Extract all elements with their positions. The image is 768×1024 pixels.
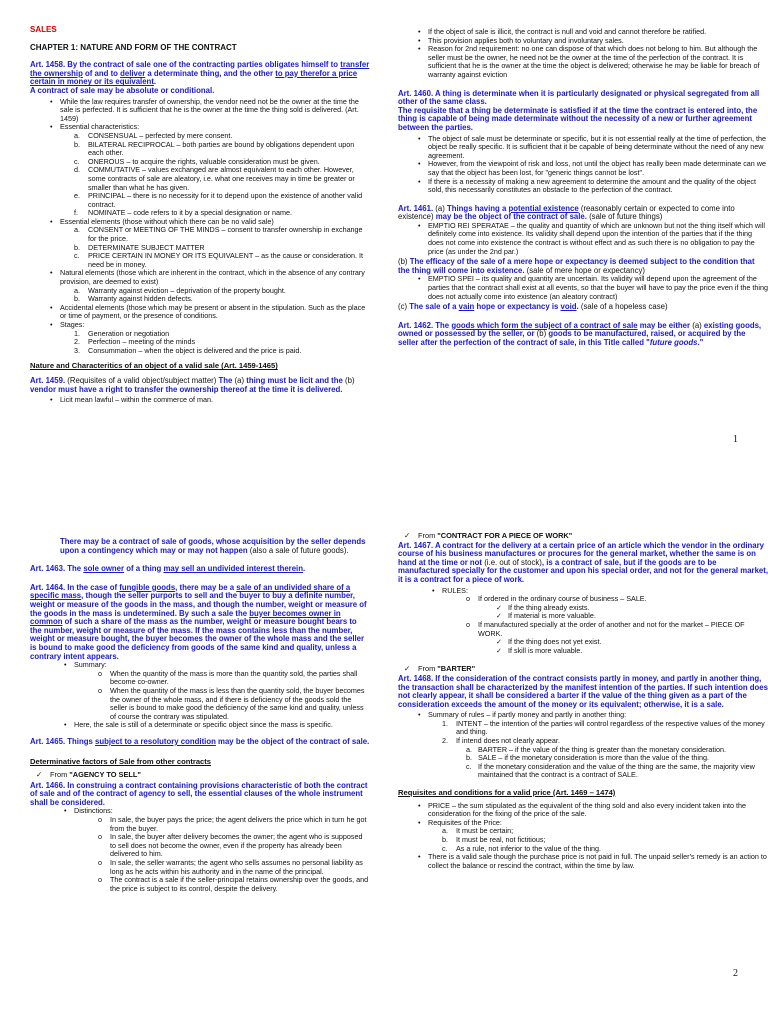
list-item: a. Warranty against eviction – deprivation of the property bought. [74,285,286,295]
page-number: 1 [733,434,738,445]
art-1460: Art. 1460. A thing is determinate when it is particularly designated or physical segregated from all other of the same class. The requisite that a thing be determinate is satisfied if at the time the contract is entered into, the thing is capable of being made determinate without the necessity of a new or further agreement between the parties. [398,88,760,132]
list-item: 1. Generation or negotiation [74,328,170,338]
bullet-emptio-rei: • EMPTIO REI SPERATAE – the quality and quantity of which are unknown but not the thing itself which will definitely come into existence. Its validity shall depend upon the intention of the parties that if the thing does not come into existence the contract is without effect and as such there is no obligation to pay the price (as under the 2nd par.) [398,222,768,256]
bullet-new-agreement: • If there is a necessity of making a new agreement to determine the amount and the quality of the object sold, this necessarily constitutes an obstacle to the perfection of the contract. [398,178,768,195]
bullet-essential-elements: • Essential elements (those without which there can be no valid sale) [30,218,370,227]
art-1468: Art. 1468. If the consideration of the contract consists partly in money, and partly in another thing, the transaction shall be characterized by the manifest intention of the parties. If such intention does not clearly appear, it shall be considered a barter if the value of the thing given as a part of the consideration exceeds the amount of the money or its equivalent; otherwise, it is a sale. [398,673,768,709]
list-item: e. PRINCIPAL – there is no necessity for it to depend upon the existence of another valid contract. [74,191,363,209]
list-item: b. BILATERAL RECIPROCAL – both parties are bound by obligations dependent upon each other. [74,139,355,158]
section-heading-determinative: Determinative factors of Sale from other contracts [30,757,212,767]
essential-elements-list [30,226,370,269]
list-item: c. PRICE CERTAIN IN MONEY OR ITS EQUIVALENT – as the cause or consideration. It need be in money. [74,251,363,269]
bullet-here: • Here, the sale is still of a determinate or specific object since the mass is specific. [44,721,370,730]
list-item: a. CONSENT or MEETING OF THE MINDS – consent to transfer ownership in exchange for the price. [74,225,363,244]
list-item: 3. Consummation – when the object is delivered and the price is paid. [74,345,302,355]
list-item: c. ONEROUS – to acquire the rights, valuable consideration must be given. [74,156,320,166]
page2-right-column [398,532,768,870]
essential-characteristics-list [30,132,370,218]
natural-elements-list [30,287,370,304]
list-item: a. It must be certain; [442,826,514,836]
future-goods-continuation: There may be a contract of sale of goods, whose acquisition by the seller depends upon a contingency which may or may not happen (also a sale of future goods). [60,537,366,555]
list-item: o The contract is a sale if the seller-principal retains ownership over the goods, and the price is subject to its control, despite the delivery. [98,875,369,893]
list-item: b. SALE – if the monetary consideration is more than the value of the thing. [466,753,709,763]
check-piece-of-work: ✓ From "CONTRACT FOR A PIECE OF WORK" [404,531,573,540]
list-item: 1. INTENT – the intention of the parties will control regardless of the respective values of the money and thing. [442,718,765,737]
bullet-essential-characteristics: • Essential characteristics: [30,123,370,132]
list-item: ✓ If skill is more valuable. [496,645,583,655]
bullet-determinate: • The object of sale must be determinate or specific, but it is not essential really at the time of perfection, the object be really specific. It is sufficient that it be capable of being determinate without the need of any new agreement. [398,135,768,161]
art-1464: Art. 1464. In the case of fungible goods, there may be a sale of an undivided share of a specific mass, though the seller purports to sell and the buyer to buy a definite number, weight or measure of the goods in the mass, and though the number, weight or measure of the goods in the mass is undetermined. By such a sale the buyer becomes owner in common of such a share of the mass as the number, weight or measure bought bears to the number, weight or measure of the mass. If the mass contains less than the number, weight or measure bought, the buyer becomes the owner of the whole mass and the seller is bound to make good the deficiency from goods of the same kind and quality, unless a contrary intent appears. [30,582,367,661]
stages-list [30,330,370,356]
check-icon: ✓ [36,770,43,780]
art-1461-b: (b) The efficacy of the sale of a mere hope or expectancy is deemed subject to the condition that the thing will come into existence. (sale of mere hope or expectancy) [398,257,755,275]
list-item: c. As a rule, not inferior to the value of the thing. [442,843,602,853]
art-1466: Art. 1466. In construing a contract containing provisions characteristic of both the contract of sale and of the contract of agency to sell, the essential clauses of the whole instrument shall be considered. [30,780,368,807]
list-item: b. DETERMINATE SUBJECT MATTER [74,242,205,252]
bullet-natural-elements: • Natural elements (those which are inherent in the contract, which in the absence of any contrary provision, are deemed to exist) [30,269,370,286]
doc-title: SALES [30,25,57,34]
bullet-summary: • Summary: [44,661,370,670]
list-item: ✓ If material is more valuable. [496,611,596,621]
bullet-stages: • Stages: [30,321,370,330]
art-1463: Art. 1463. The sole owner of a thing may sell an undivided interest therein. [30,564,306,574]
page2-left-column [30,532,370,893]
check-barter: ✓ From "BARTER" [404,664,476,674]
list-item: o If manufactured specially at the order of another and not for the market – PIECE OF WORK. [466,619,745,638]
page-2 [0,512,768,1024]
bullet-licit: • Licit mean lawful – within the commerce of man. [30,396,370,405]
bullet-illicit: • If the object of sale is illicit, the contract is null and void and cannot therefore be ratified. [398,28,768,37]
bullet-applies: • This provision applies both to voluntary and involuntary sales. [398,37,768,46]
check-agency: ✓ From "AGENCY TO SELL" [36,770,141,780]
list-item: o If ordered in the ordinary course of business – SALE. [466,594,647,604]
section-heading-nature: Nature and Characteritics of an object of a valid sale (Art. 1459-1465) [30,361,278,371]
list-item: d. COMMUTATIVE – values exchanged are almost equivalent to each other. However, some contracts of sale are aleatory, i.e. what one receives may in time be greater or smaller than what he has given. [74,165,355,192]
bullet-rules: • RULES: [412,587,768,596]
list-item: a. BARTER – if the value of the thing is greater than the monetary consideration. [466,744,726,754]
page1-left-column [30,26,370,405]
art-1461: Art. 1461. (a) Things having a potential existence (reasonably certain or expected to come into existence) may be the object of the contract of sale. (sale of future things) [398,203,735,222]
list-item: b. It must be real, not fictitious; [442,835,546,844]
list-item: a. CONSENSUAL – perfected by mere consent. [74,130,233,140]
bullet-risk-loss: • However, from the viewpoint of risk and loss, not until the object has really been made determinate can we say that the object has been lost, for "generic things cannot be lost". [398,160,768,177]
list-item: 2. Perfection – meeting of the minds [74,337,196,347]
art-1462: Art. 1462. The goods which form the subject of a contract of sale may be either (a) existing goods, owned or possessed by the seller, or (b) goods to be manufactured, raised, or acquired by the seller after the perfection of the contract of sale, in this Title called "future goods." [398,320,762,347]
list-item: b. Warranty against hidden defects. [74,294,193,304]
list-item: o In sale, the buyer pays the price; the agent delivers the price which in turn he got from the buyer. [98,815,367,833]
bullet-reason: • Reason for 2nd requirement: no one can dispose of that which does not belong to him. But although the seller must be the owner, he need not be the owner at the time of the perfection of the contract. It is sufficient that he is the owner at the time the object is delivered; otherwise he may be liable for breach of warranty against eviction [398,45,768,79]
check-icon: ✓ [404,664,411,674]
chapter-heading: CHAPTER 1: NATURE AND FORM OF THE CONTRACT [30,42,237,52]
list-item: ✓ If the thing does not yet exist. [496,637,602,647]
art-1467: Art. 1467. A contract for the delivery at a certain price of an article which the vendor in the ordinary course of his business manufactures or procures for the general market, whether the same is on hand at the time or not (i.e. out of stock), is a contract of sale, but if the goods are to be manufactured specially for the customer and upon his special order, and not for the general market, it is a contract for a piece of work. [398,540,768,584]
section-heading-requisites: Requisites and conditions for a valid price (Art. 1469 – 1474) [398,788,616,798]
list-item: 2. If intend does not clearly appear. [442,736,560,746]
page1-right-column [398,28,768,348]
bullet-requisites: • Requisites of the Price: [398,819,768,828]
check-icon: ✓ [404,531,411,540]
bullet-valid-sale: • There is a valid sale though the purchase price is not paid in full. The unpaid seller's remedy is an action to collect the balance or rescind the contract, within the time by law. [398,853,768,870]
bullet-law: • While the law requires transfer of ownership, the vendor need not be the owner at the time the sale is perfected. It is sufficient that he is the owner at the time the thing sold is delivered. (Art. 1459) [30,98,370,124]
page-number: 2 [733,968,738,979]
list-item: f. NOMINATE – code refers to it by a special designation or name. [74,208,293,218]
list-item: ✓ If the thing already exists. [496,602,590,612]
list-item: o In sale, the buyer after delivery becomes the owner; the agent who is supposed to sell does not become the owner, even if the property has already been delivered to him. [98,832,363,859]
art-1458: Art. 1458. By the contract of sale one of the contracting parties obligates himself to transfer the ownership of and to deliver a determinate thing, and the other to pay therefor a price certain in money or its equivalent. A contract of sale may be absolute or conditional. [30,60,370,95]
list-item: o When the quantity of the mass is less than the quantity sold, the buyer becomes the owner of the whole mass, and if there is deficiency of the goods sold the seller is bound to make good the deficiency of the same kind and quality, unless of course the contrary was stipulated. [98,685,365,721]
bullet-accidental-elements: • Accidental elements (those which may be present or absent in the stipulation. Such as the place or time of payment, or the presence of conditions. [30,304,370,321]
bullet-summary-rules: • Summary of rules – if partly money and partly in another thing: [398,711,768,720]
art-1461-c: (c) The sale of a vain hope or expectancy is void. (sale of a hopeless case) [398,302,668,312]
list-item: c. If the monetary consideration and the value of the thing are the same, the majority view maintained that the contract is a contract of SALE. [466,761,755,780]
list-item: o In sale, the seller warrants; the agent who sells assumes no personal liability as long as he acts within his authority and in the name of the principal. [98,858,363,876]
bullet-emptio-spei: • EMPTIO SPEI – its quality and quantity are uncertain. Its validity will depend upon the agreement of the parties that the contract shall exist at all events, so that the buyer will have to pay the price even if the thing does not actually come into existence (an aleatory contract) [398,275,768,301]
bullet-distinctions: • Distinctions: [44,807,370,816]
list-item: o When the quantity of the mass is more than the quantity sold, the parties shall become co-owner. [98,668,358,687]
art-1459: Art. 1459. (Requisites of a valid object/subject matter) The (a) thing must be licit and the (b) vendor must have a right to transfer the ownership thereof at the time it is delivered. [30,375,355,394]
art-1465: Art. 1465. Things subject to a resolutory condition may be the object of the contract of sale. [30,736,370,746]
bullet-price: • PRICE – the sum stipulated as the equivalent of the thing sold and also every incident taken into the consideration for the fixing of the price of the sale. [398,802,768,819]
